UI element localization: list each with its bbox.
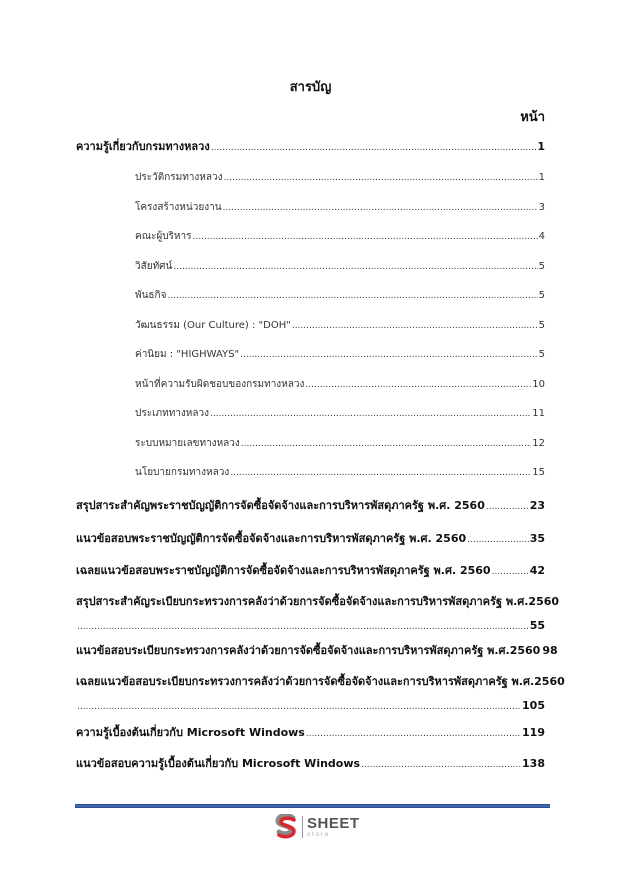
toc-entry-label: สรุปสาระสำคัญระเบียบกระทรวงการคลังว่าด้วยการจัดซื้อจัดจ้างและการบริหารพัสดุภาครัฐ พ.ศ.2560	[76, 595, 560, 608]
dot-leader	[210, 406, 531, 422]
toc-entry-page: 119	[522, 726, 545, 739]
toc-entry-label: วัฒนธรรม (Our Culture) : "DOH"	[135, 320, 291, 331]
toc-subentry[interactable]	[135, 406, 545, 422]
toc-entry-page: 55	[529, 619, 545, 632]
toc-entry-page: 1	[538, 172, 545, 183]
toc-entry-label: พันธกิจ	[135, 290, 167, 301]
dot-leader	[240, 347, 538, 363]
toc-entry[interactable]	[76, 725, 545, 742]
dot-leader	[305, 377, 531, 393]
toc-entry[interactable]	[76, 643, 558, 660]
toc-entry-label: นโยบายกรมทางหลวง	[135, 467, 230, 478]
dot-leader	[306, 725, 521, 742]
toc-entry-label: ความรู้เบื้องต้นเกี่ยวกับ Microsoft Windows	[76, 726, 305, 739]
toc-entry-label: โครงสร้างหน่วยงาน	[135, 202, 222, 213]
toc-subentry[interactable]	[135, 347, 545, 363]
dot-leader	[241, 436, 531, 452]
page-column-label: หน้า	[520, 110, 545, 125]
toc-entry-page: 15	[532, 467, 545, 478]
toc-entry[interactable]	[76, 139, 545, 156]
toc-entry-label: หน้าที่ความรับผิดชอบของกรมทางหลวง	[135, 379, 305, 390]
dot-leader	[492, 563, 529, 580]
toc-subentry[interactable]	[135, 436, 545, 452]
toc-entry-page: 5	[538, 320, 545, 331]
toc-entry-label: เฉลยแนวข้อสอบระเบียบกระทรวงการคลังว่าด้วยการจัดซื้อจัดจ้างและการบริหารพัสดุภาครัฐ พ.ศ.2560	[76, 675, 565, 688]
sheet-store-logo	[274, 813, 360, 841]
toc-subentry[interactable]	[135, 229, 545, 245]
dot-leader	[193, 229, 538, 245]
toc-entry-label: แนวข้อสอบระเบียบกระทรวงการคลังว่าด้วยการจัดซื้อจัดจ้างและการบริหารพัสดุภาครัฐ พ.ศ.2560	[76, 644, 541, 657]
dot-leader	[230, 465, 531, 481]
toc-entry-page: 42	[529, 564, 545, 577]
toc-entry[interactable]	[76, 563, 545, 580]
toc-entry-label: เฉลยแนวข้อสอบพระราชบัญญัติการจัดซื้อจัดจ้างและการบริหารพัสดุภาครัฐ พ.ศ. 2560	[76, 564, 491, 577]
dot-leader	[486, 498, 529, 515]
footer-rule	[75, 804, 550, 808]
toc-entry-page: 138	[522, 757, 545, 770]
dot-leader	[167, 288, 537, 304]
toc-subentry[interactable]	[135, 259, 545, 275]
dot-leader	[77, 618, 529, 635]
logo-divider	[302, 816, 303, 838]
dot-leader	[292, 318, 538, 334]
toc-subentry[interactable]	[135, 200, 545, 216]
dot-leader	[224, 170, 538, 186]
toc-entry[interactable]	[76, 756, 545, 773]
toc-entry-label: วิสัยทัศน์	[135, 261, 173, 272]
toc-entry-page: 12	[532, 438, 545, 449]
toc-subentry[interactable]	[135, 377, 545, 393]
toc-subentry[interactable]	[135, 170, 545, 186]
toc-entry-page: 105	[522, 699, 545, 712]
toc-entry-page: 4	[538, 231, 545, 242]
brand-name: SHEET	[307, 815, 360, 832]
dot-leader	[467, 531, 529, 548]
toc-entry-label: คณะผู้บริหาร	[135, 231, 192, 242]
toc-subentry[interactable]	[135, 288, 545, 304]
toc-entry[interactable]	[76, 531, 545, 548]
dot-leader	[211, 139, 537, 156]
toc-entry-label: แนวข้อสอบความรู้เบื้องต้นเกี่ยวกับ Microsoft Windows	[76, 757, 361, 770]
toc-entry[interactable]	[76, 498, 545, 515]
toc-title: สารบัญ	[289, 80, 332, 95]
toc-entry-label: ประเภททางหลวง	[135, 408, 209, 419]
toc-entry-page: 11	[532, 408, 545, 419]
toc-entry-label: ความรู้เกี่ยวกับกรมทางหลวง	[76, 140, 210, 153]
toc-entry-label: ประวัติกรมทางหลวง	[135, 172, 223, 183]
toc-entry-page: 5	[538, 349, 545, 360]
toc-entry-page: 5	[538, 290, 545, 301]
toc-entry-page: 98	[542, 644, 558, 657]
toc-entry-page: 3	[538, 202, 545, 213]
toc-subentry[interactable]	[135, 465, 545, 481]
dot-leader	[77, 698, 521, 715]
dot-leader	[223, 200, 538, 216]
toc-entry-page: 23	[529, 499, 545, 512]
toc-entry[interactable]	[76, 674, 565, 715]
toc-entry-page: 1	[537, 140, 545, 153]
toc-entry-page: 10	[532, 379, 545, 390]
toc-entry-label: ระบบหมายเลขทางหลวง	[135, 438, 240, 449]
toc-entry-label: ค่านิยม : "HIGHWAYS"	[135, 349, 240, 360]
toc-entry-label: แนวข้อสอบพระราชบัญญัติการจัดซื้อจัดจ้างและการบริหารพัสดุภาครัฐ พ.ศ. 2560	[76, 532, 467, 545]
dot-leader	[361, 756, 521, 773]
toc-entry-page: 35	[529, 532, 545, 545]
toc-entry-label: สรุปสาระสำคัญพระราชบัญญัติการจัดซื้อจัดจ้างและการบริหารพัสดุภาครัฐ พ.ศ. 2560	[76, 499, 485, 512]
toc-subentry[interactable]	[135, 318, 545, 334]
dot-leader	[173, 259, 537, 275]
toc-entry-page: 5	[538, 261, 545, 272]
toc-entry[interactable]	[76, 594, 560, 635]
sheet-s-logo-icon	[274, 814, 298, 840]
brand-sub: store	[307, 832, 331, 838]
